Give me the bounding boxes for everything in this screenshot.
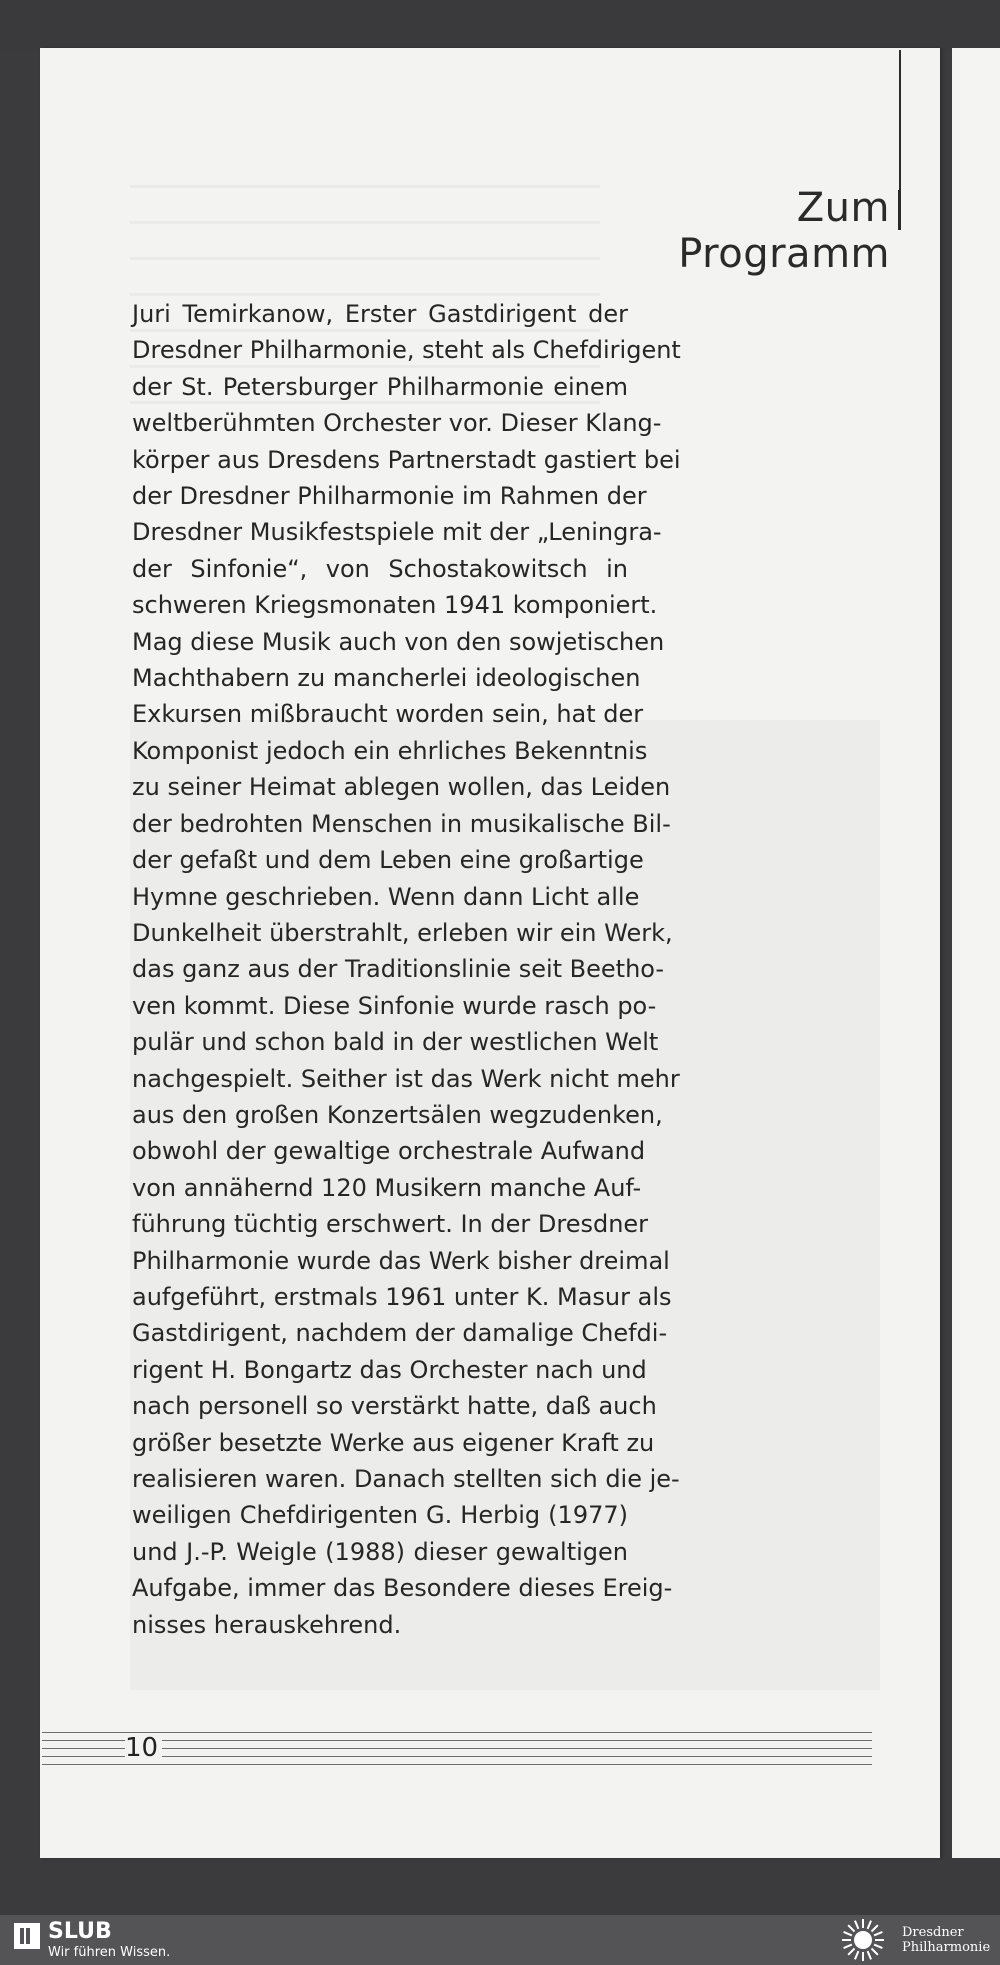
library-name[interactable]: SLUB (48, 1919, 112, 1944)
text-line: Hymne geschrieben. Wenn dann Licht alle (132, 882, 640, 911)
text-line: Dresdner Musikfestspiele mit der „Leningra- (132, 518, 662, 547)
logo-ray (875, 1939, 884, 1941)
text-line: der gefaßt und dem Leben eine großartige (132, 846, 644, 875)
logo-ray (862, 1919, 864, 1928)
text-line: der St. Petersburger Philharmonie einem (132, 372, 628, 401)
text-line: der bedrohten Menschen in musikalische Bil- (132, 809, 671, 838)
logo-ray (847, 1924, 855, 1932)
text-line: Gastdirigent, nachdem der damalige Chefdi- (132, 1319, 668, 1348)
text-line: weltberühmten Orchester vor. Dieser Klang- (132, 409, 662, 438)
logo-ray (867, 1920, 872, 1929)
scan-background (0, 0, 1000, 50)
text-line: aus den großen Konzertsälen wegzudenken, (132, 1100, 663, 1129)
text-line: von annähernd 120 Musikern manche Auf- (132, 1173, 642, 1202)
decorative-staff-lines (42, 1732, 872, 1774)
text-line: weiligen Chefdirigenten G. Herbig (1977) (132, 1501, 628, 1530)
text-line: nachgespielt. Seither ist das Werk nicht mehr (132, 1064, 680, 1093)
text-line: obwohl der gewaltige orchestrale Aufwand (132, 1137, 646, 1166)
text-line: größer besetzte Werke aus eigener Kraft zu (132, 1428, 655, 1457)
orchestra-name-line: Philharmonie (902, 1940, 991, 1955)
logo-ray (854, 1920, 859, 1929)
text-line: Komponist jedoch ein ehrliches Bekenntnis (132, 736, 648, 765)
text-line: zu seiner Heimat ablegen wollen, das Leiden (132, 773, 671, 802)
library-tagline: Wir führen Wissen. (48, 1945, 171, 1960)
text-line: pulär und schon bald in der westlichen Welt (132, 1028, 659, 1057)
text-line: und J.-P. Weigle (1988) dieser gewaltigen (132, 1537, 628, 1566)
page-title: Zum Programm (678, 185, 890, 277)
text-line: körper aus Dresdens Partnerstadt gastiert bei (132, 445, 681, 474)
logo-ray (874, 1944, 883, 1949)
text-line: Philharmonie wurde das Werk bisher dreimal (132, 1246, 670, 1275)
text-line: Dresdner Philharmonie, steht als Chefdirigent (132, 336, 681, 365)
logo-ray (862, 1952, 864, 1961)
body-paragraph (132, 296, 681, 1643)
text-line: nisses herauskehrend. (132, 1610, 402, 1639)
viewer-footer (0, 1915, 1000, 1965)
logo-ray (847, 1948, 855, 1956)
orchestra-name[interactable] (902, 1925, 990, 1955)
logo-ray (871, 1924, 879, 1932)
text-line: aufgeführt, erstmals 1961 unter K. Masur als (132, 1282, 672, 1311)
logo-ray (843, 1944, 852, 1949)
logo-ray (867, 1951, 872, 1960)
text-line: rigent H. Bongartz das Orchester nach und (132, 1355, 647, 1384)
text-line: ven kommt. Diese Sinfonie wurde rasch po- (132, 991, 657, 1020)
facing-page-edge (952, 48, 1000, 1858)
logo-ray (871, 1948, 879, 1956)
text-line: Machthabern zu mancherlei ideologischen (132, 664, 641, 693)
text-line: Dunkelheit überstrahlt, erleben wir ein Werk, (132, 918, 673, 947)
slub-logo-icon[interactable] (14, 1923, 40, 1949)
text-line: schweren Kriegsmonaten 1941 komponiert. (132, 591, 658, 620)
text-line: nach personell so verstärkt hatte, daß auch (132, 1392, 657, 1421)
text-line: Mag diese Musik auch von den sowjetischen (132, 627, 665, 656)
text-line: der Sinfonie“, von Schostakowitsch in (132, 554, 628, 583)
text-line: das ganz aus der Traditionslinie seit Beetho- (132, 955, 665, 984)
text-line: realisieren waren. Danach stellten sich die je- (132, 1465, 680, 1493)
text-line: Aufgabe, immer das Besondere dieses Ereig- (132, 1574, 673, 1603)
text-line: Exkursen mißbraucht worden sein, hat der (132, 700, 644, 729)
text-line: führung tüchtig erschwert. In der Dresdner (132, 1210, 649, 1239)
orchestra-name-line: Dresdner (902, 1925, 964, 1940)
text-line: der Dresdner Philharmonie im Rahmen der (132, 482, 647, 511)
logo-ray (874, 1931, 883, 1936)
text-line: Juri Temirkanow, Erster Gastdirigent der (132, 300, 628, 328)
page-number: 10 (125, 1733, 162, 1763)
logo-ray (843, 1931, 852, 1936)
logo-ray (842, 1939, 851, 1941)
title-rule (898, 190, 900, 230)
logo-ray (854, 1951, 859, 1960)
sunburst-logo-icon[interactable] (840, 1917, 886, 1963)
